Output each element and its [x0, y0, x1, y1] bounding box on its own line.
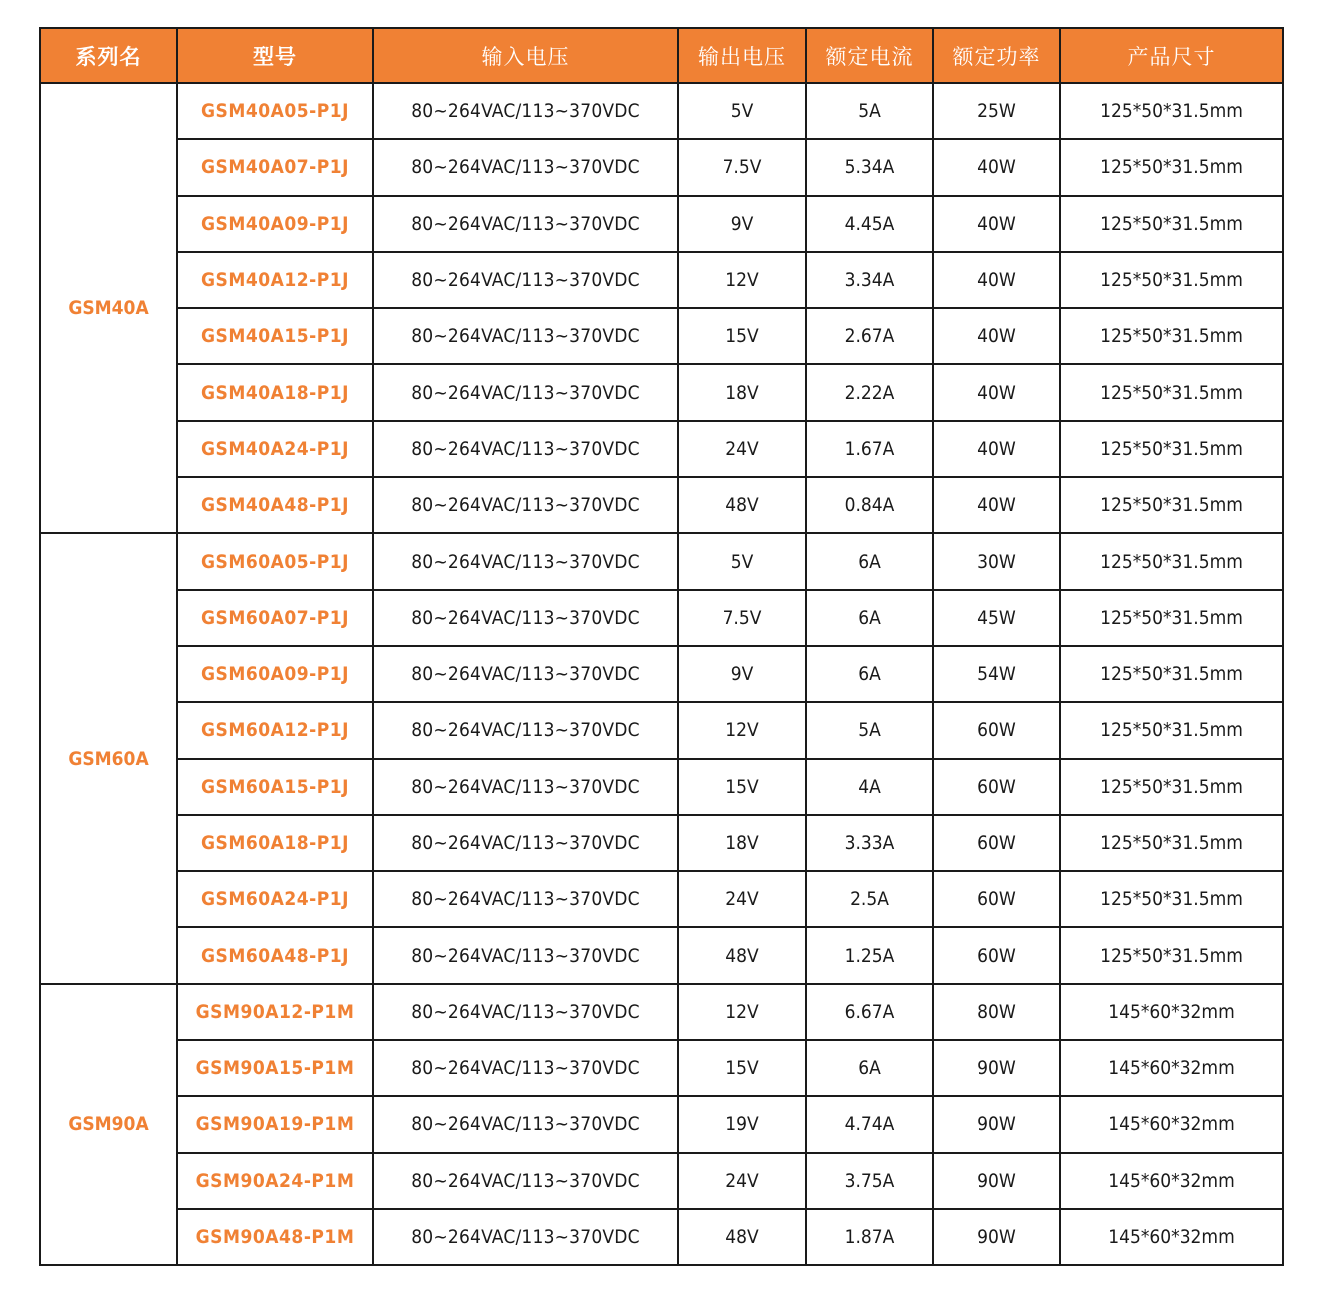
table-row — [40, 1040, 1283, 1096]
model-cell: GSM90A48-P1M — [177, 1209, 373, 1265]
product-size-cell: 125*50*31.5mm — [1060, 590, 1283, 646]
output-voltage-cell: 18V — [678, 364, 806, 420]
input-voltage-cell: 80~264VAC/113~370VDC — [373, 1096, 678, 1152]
series-name: GSM90A — [40, 984, 177, 1265]
input-voltage-cell: 80~264VAC/113~370VDC — [373, 815, 678, 871]
model-cell: GSM90A12-P1M — [177, 984, 373, 1040]
model-cell: GSM60A12-P1J — [177, 702, 373, 758]
rated-power-cell: 45W — [933, 590, 1060, 646]
output-voltage-cell: 24V — [678, 1153, 806, 1209]
table-body — [40, 83, 1283, 1265]
input-voltage-cell: 80~264VAC/113~370VDC — [373, 196, 678, 252]
output-voltage-cell: 7.5V — [678, 139, 806, 195]
model-cell: GSM40A24-P1J — [177, 421, 373, 477]
header-product-size: 产品尺寸 — [1060, 28, 1283, 83]
model-cell: GSM60A18-P1J — [177, 815, 373, 871]
output-voltage-cell: 48V — [678, 1209, 806, 1265]
product-size-cell: 125*50*31.5mm — [1060, 871, 1283, 927]
rated-power-cell: 60W — [933, 927, 1060, 983]
output-voltage-cell: 48V — [678, 477, 806, 533]
table-row — [40, 646, 1283, 702]
model-cell: GSM40A48-P1J — [177, 477, 373, 533]
product-size-cell: 145*60*32mm — [1060, 984, 1283, 1040]
table-row — [40, 139, 1283, 195]
output-voltage-cell: 15V — [678, 308, 806, 364]
output-voltage-cell: 12V — [678, 252, 806, 308]
rated-current-cell: 6A — [806, 590, 933, 646]
table-row — [40, 984, 1283, 1040]
rated-power-cell: 90W — [933, 1153, 1060, 1209]
table-row — [40, 759, 1283, 815]
input-voltage-cell: 80~264VAC/113~370VDC — [373, 702, 678, 758]
rated-current-cell: 2.5A — [806, 871, 933, 927]
product-size-cell: 145*60*32mm — [1060, 1096, 1283, 1152]
model-cell: GSM60A05-P1J — [177, 533, 373, 589]
product-size-cell: 125*50*31.5mm — [1060, 308, 1283, 364]
table-row — [40, 83, 1283, 139]
product-size-cell: 125*50*31.5mm — [1060, 421, 1283, 477]
model-cell: GSM40A15-P1J — [177, 308, 373, 364]
rated-power-cell: 40W — [933, 308, 1060, 364]
table-header — [40, 28, 1283, 83]
table-row — [40, 871, 1283, 927]
input-voltage-cell: 80~264VAC/113~370VDC — [373, 1209, 678, 1265]
product-size-cell: 125*50*31.5mm — [1060, 702, 1283, 758]
rated-power-cell: 54W — [933, 646, 1060, 702]
rated-current-cell: 5A — [806, 702, 933, 758]
table-row — [40, 927, 1283, 983]
rated-power-cell: 90W — [933, 1040, 1060, 1096]
rated-power-cell: 80W — [933, 984, 1060, 1040]
product-size-cell: 125*50*31.5mm — [1060, 815, 1283, 871]
output-voltage-cell: 5V — [678, 83, 806, 139]
product-size-cell: 125*50*31.5mm — [1060, 759, 1283, 815]
table-row — [40, 1153, 1283, 1209]
output-voltage-cell: 48V — [678, 927, 806, 983]
model-cell: GSM90A19-P1M — [177, 1096, 373, 1152]
table-row — [40, 815, 1283, 871]
model-cell: GSM90A24-P1M — [177, 1153, 373, 1209]
table-row — [40, 421, 1283, 477]
rated-power-cell: 60W — [933, 702, 1060, 758]
rated-current-cell: 4A — [806, 759, 933, 815]
input-voltage-cell: 80~264VAC/113~370VDC — [373, 984, 678, 1040]
rated-current-cell: 6A — [806, 533, 933, 589]
product-size-cell: 145*60*32mm — [1060, 1040, 1283, 1096]
header-output-voltage: 输出电压 — [678, 28, 806, 83]
table-row — [40, 252, 1283, 308]
spec-table — [39, 27, 1284, 1266]
rated-power-cell: 25W — [933, 83, 1060, 139]
output-voltage-cell: 19V — [678, 1096, 806, 1152]
rated-power-cell: 40W — [933, 364, 1060, 420]
product-size-cell: 125*50*31.5mm — [1060, 196, 1283, 252]
product-size-cell: 125*50*31.5mm — [1060, 533, 1283, 589]
product-size-cell: 125*50*31.5mm — [1060, 646, 1283, 702]
rated-power-cell: 60W — [933, 871, 1060, 927]
output-voltage-cell: 15V — [678, 759, 806, 815]
table-row — [40, 364, 1283, 420]
rated-current-cell: 3.34A — [806, 252, 933, 308]
rated-current-cell: 4.74A — [806, 1096, 933, 1152]
input-voltage-cell: 80~264VAC/113~370VDC — [373, 871, 678, 927]
input-voltage-cell: 80~264VAC/113~370VDC — [373, 1153, 678, 1209]
model-cell: GSM60A24-P1J — [177, 871, 373, 927]
input-voltage-cell: 80~264VAC/113~370VDC — [373, 759, 678, 815]
product-size-cell: 125*50*31.5mm — [1060, 477, 1283, 533]
input-voltage-cell: 80~264VAC/113~370VDC — [373, 646, 678, 702]
model-cell: GSM60A48-P1J — [177, 927, 373, 983]
rated-current-cell: 1.67A — [806, 421, 933, 477]
rated-current-cell: 5.34A — [806, 139, 933, 195]
output-voltage-cell: 12V — [678, 984, 806, 1040]
output-voltage-cell: 18V — [678, 815, 806, 871]
table-row — [40, 1209, 1283, 1265]
rated-current-cell: 1.87A — [806, 1209, 933, 1265]
model-cell: GSM90A15-P1M — [177, 1040, 373, 1096]
input-voltage-cell: 80~264VAC/113~370VDC — [373, 927, 678, 983]
rated-power-cell: 40W — [933, 196, 1060, 252]
table-row — [40, 533, 1283, 589]
table-row — [40, 477, 1283, 533]
product-size-cell: 125*50*31.5mm — [1060, 252, 1283, 308]
rated-current-cell: 2.67A — [806, 308, 933, 364]
input-voltage-cell: 80~264VAC/113~370VDC — [373, 252, 678, 308]
rated-power-cell: 40W — [933, 252, 1060, 308]
rated-power-cell: 40W — [933, 477, 1060, 533]
rated-current-cell: 1.25A — [806, 927, 933, 983]
rated-current-cell: 0.84A — [806, 477, 933, 533]
input-voltage-cell: 80~264VAC/113~370VDC — [373, 1040, 678, 1096]
rated-power-cell: 90W — [933, 1096, 1060, 1152]
output-voltage-cell: 24V — [678, 421, 806, 477]
model-cell: GSM60A15-P1J — [177, 759, 373, 815]
output-voltage-cell: 5V — [678, 533, 806, 589]
rated-power-cell: 60W — [933, 815, 1060, 871]
product-size-cell: 125*50*31.5mm — [1060, 927, 1283, 983]
header-rated-power: 额定功率 — [933, 28, 1060, 83]
output-voltage-cell: 12V — [678, 702, 806, 758]
table-row — [40, 702, 1283, 758]
table-row — [40, 308, 1283, 364]
input-voltage-cell: 80~264VAC/113~370VDC — [373, 83, 678, 139]
rated-power-cell: 60W — [933, 759, 1060, 815]
model-cell: GSM60A07-P1J — [177, 590, 373, 646]
product-size-cell: 145*60*32mm — [1060, 1153, 1283, 1209]
output-voltage-cell: 24V — [678, 871, 806, 927]
rated-current-cell: 6.67A — [806, 984, 933, 1040]
header-rated-current: 额定电流 — [806, 28, 933, 83]
header-series: 系列名 — [40, 28, 177, 83]
output-voltage-cell: 15V — [678, 1040, 806, 1096]
input-voltage-cell: 80~264VAC/113~370VDC — [373, 421, 678, 477]
rated-current-cell: 2.22A — [806, 364, 933, 420]
output-voltage-cell: 9V — [678, 196, 806, 252]
output-voltage-cell: 7.5V — [678, 590, 806, 646]
header-input-voltage: 输入电压 — [373, 28, 678, 83]
rated-power-cell: 40W — [933, 421, 1060, 477]
series-name: GSM40A — [40, 83, 177, 533]
header-row — [40, 28, 1283, 83]
rated-current-cell: 4.45A — [806, 196, 933, 252]
table-row — [40, 590, 1283, 646]
series-name: GSM60A — [40, 533, 177, 983]
product-size-cell: 125*50*31.5mm — [1060, 364, 1283, 420]
rated-power-cell: 40W — [933, 139, 1060, 195]
rated-current-cell: 6A — [806, 646, 933, 702]
table-row — [40, 1096, 1283, 1152]
input-voltage-cell: 80~264VAC/113~370VDC — [373, 590, 678, 646]
product-size-cell: 125*50*31.5mm — [1060, 83, 1283, 139]
rated-current-cell: 3.33A — [806, 815, 933, 871]
product-size-cell: 145*60*32mm — [1060, 1209, 1283, 1265]
rated-power-cell: 90W — [933, 1209, 1060, 1265]
model-cell: GSM60A09-P1J — [177, 646, 373, 702]
input-voltage-cell: 80~264VAC/113~370VDC — [373, 308, 678, 364]
rated-current-cell: 6A — [806, 1040, 933, 1096]
rated-power-cell: 30W — [933, 533, 1060, 589]
model-cell: GSM40A18-P1J — [177, 364, 373, 420]
model-cell: GSM40A12-P1J — [177, 252, 373, 308]
rated-current-cell: 3.75A — [806, 1153, 933, 1209]
input-voltage-cell: 80~264VAC/113~370VDC — [373, 364, 678, 420]
model-cell: GSM40A09-P1J — [177, 196, 373, 252]
header-model: 型号 — [177, 28, 373, 83]
rated-current-cell: 5A — [806, 83, 933, 139]
table-row — [40, 196, 1283, 252]
input-voltage-cell: 80~264VAC/113~370VDC — [373, 139, 678, 195]
model-cell: GSM40A05-P1J — [177, 83, 373, 139]
model-cell: GSM40A07-P1J — [177, 139, 373, 195]
product-size-cell: 125*50*31.5mm — [1060, 139, 1283, 195]
input-voltage-cell: 80~264VAC/113~370VDC — [373, 477, 678, 533]
output-voltage-cell: 9V — [678, 646, 806, 702]
input-voltage-cell: 80~264VAC/113~370VDC — [373, 533, 678, 589]
